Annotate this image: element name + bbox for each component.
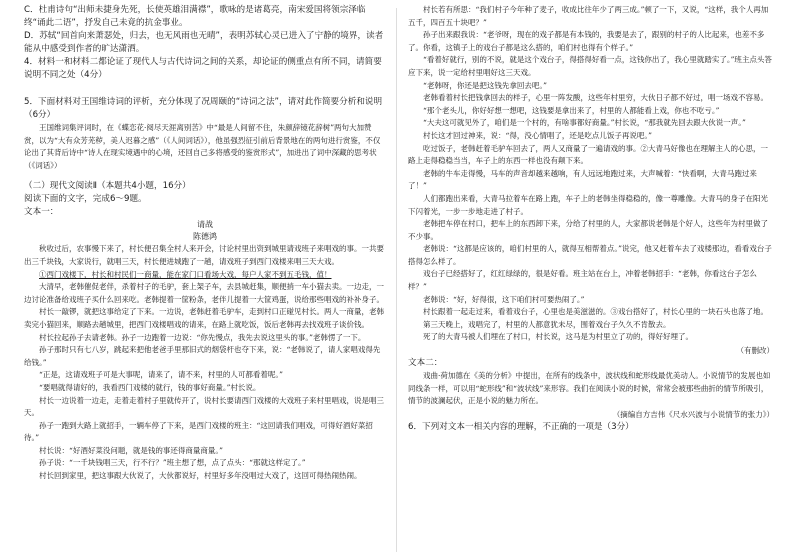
paragraph: 孙子出来跟我说：“老爷呀，现在的戏子都是有本钱的，我要是去了，跟别的村子的人比起来，也差不多了。你看，这镇子上的戏台子都是这么搭的，咱们村也得有个样子。” bbox=[408, 30, 765, 52]
paragraph: 戏台子已经搭好了，红红绿绿的，很是好看。班主站在台上，冲着老韩招手：“老韩，你看这台子怎么样？” bbox=[408, 269, 757, 292]
paragraph: 第三天晚上，戏唱完了，村里的人都意犹未尽，围着戏台子久久不肯散去。 bbox=[423, 319, 671, 329]
question-6: 6．下列对文本一相关内容的理解，不正确的一项是（3分） bbox=[408, 421, 634, 432]
paragraph: 老韩看着村长把钱拿回去的样子，心里一阵发酸，这些年村里穷，大伙日子都不好过，唱一场戏不容易。 bbox=[423, 93, 768, 103]
text2-source: （摘编自方吉伟《尺水兴波与小说情节的张力》） bbox=[612, 409, 774, 419]
paragraph: 村长一敲锣，就把这事给定了下来。一边说，老韩赶着毛驴车，走到村口正碰见村长。两人一商量，老韩卖完小猫回来，顺路去趟城里，把西门戏楼唱戏的请来，在路上就吃饭，饭后老韩再去找戏班子谈价钱。 bbox=[24, 307, 384, 329]
paragraph: 村长若有所思：“我们村子今年种了麦子，收成比往年少了两三成。”顿了一下，又说，“这样，我个人再加五千，四百五十块吧？” bbox=[408, 5, 769, 27]
left-column bbox=[24, 0, 386, 560]
paragraph: 老韩把车停在村口，把车上的东西卸下来，分给了村里的人，大家都说老韩是个好人，这些年为村里做了不少事。 bbox=[408, 219, 768, 241]
paragraph: 孙子说：“一千块钱唱三天，行不行？”班主想了想，点了点头：“那就这样定了。” bbox=[39, 458, 306, 468]
paragraph: “看着好就行，别的不说，就是这个戏台子，得搭得好看一点，这钱你出了，我心里就踏实了。”班主点头答应下来，说一定给村里唱好这三天戏。 bbox=[408, 55, 772, 77]
section-heading: （二）现代文阅读Ⅱ（本题共4小题，16分） bbox=[24, 181, 191, 192]
text2-body: 戏曲·荷加德在《美的分析》中提出，在所有的线条中，波状线和蛇形线最优美动人。小说情节的发展也如同线条一样，可以用“蛇形线”和“波状线”来形容。我们在阅读小说的时候，常常会被那些曲折的情节所吸引，情节的波澜起伏，正是小说的魅力所在。 bbox=[408, 371, 771, 406]
story-title: 请战 bbox=[197, 220, 213, 230]
paragraph: 村长拉起孙子去请老韩。孙子一边跑着一边说：“你先慢点，我先去说这里头的事。”老韩愣了一下。 bbox=[39, 332, 366, 342]
paragraph: 村长回到家里，把这事跟大伙说了，大伙都说好，村里好多年没唱过大戏了，这回可得热闹热闹。 bbox=[39, 471, 362, 481]
edit-note: （有删改） bbox=[736, 346, 774, 356]
paragraph: 秋收过后，农事慢下来了，村长便召集全村人来开会，讨论村里出资到城里请戏班子来唱戏的事。一共要出三千块钱，大家说行，就唱三天，村长便进城跑了一趟，请戏班子到西门戏楼来唱三天大戏。 bbox=[24, 244, 384, 266]
column-divider bbox=[396, 8, 397, 552]
paragraph: 村长跟着一起走过来，看着戏台子，心里也是美滋滋的。③戏台搭好了，村长心里的一块石头也落了地。 bbox=[423, 307, 768, 317]
paragraph: 村长这才回过神来，说：“得，没心情唱了，还是吃点儿饭子再说吧。” bbox=[423, 130, 652, 140]
option-d: D．苏轼“回首向来萧瑟处，归去，也无风雨也无晴”，表明苏轼心灵已进入了宁静的境界，读者能从中感受到作者的旷达潇洒。 bbox=[24, 31, 384, 54]
paragraph: 死了的大青马被人们埋在了村口，村长说，这马是为村里立了功的，得好好埋了。 bbox=[423, 332, 693, 342]
option-c: C．杜甫诗句“出师未捷身先死，长使英雄泪满襟”，歌咏的是诸葛亮，南宋爱国将领宗泽临终“诵此二语”，抒发自己未竟的抗金事业。 bbox=[24, 5, 366, 28]
paragraph: 老韩说：“好，好得很，这下咱们村可要热闹了。” bbox=[423, 294, 585, 304]
quote-block: 王国维词集评词时，在《蝶恋花·阅尽天涯离别苦》中“最是人间留不住，朱颜辞镜花辞树”两句大加赞赏，以为“大有众芳芜秽，美人迟暮之感”（《人间词话》），他虽强烈征引前后背景地在的两句进行赏鉴，不仅论出了其背后诗中“诗人在现实境遇中的心境，还回自己多将感受的鉴赏形式”，加进出了词中深藏的思考状（《词话》） bbox=[24, 123, 381, 170]
paragraph: 大清早，老韩催促老伴，杀着村子的毛驴，套上架子车，去县城赶集，顺便捎一车小猫去卖。一边走，一边讨论准备给戏班子买什么回来吃。老韩提着一筐粉条，老伴儿提着一大筐鸡蛋，说给那些唱戏的补补身子。 bbox=[24, 282, 384, 304]
paragraph: 村长说：“好酒好菜没问题，就是钱的事还得商量商量。” bbox=[39, 445, 223, 455]
paragraph: 人们都跑出来看，大青马拉着车在路上跑，车子上的老韩坐得稳稳的，像一尊雕像。大青马的身子在阳光下闪着光，一步一步地走进了村子。 bbox=[408, 193, 768, 216]
right-column bbox=[408, 0, 774, 560]
question-5: 5．下面材料对王国维诗词的评析，充分体现了况周颐的“诗词之法”，请对此作简要分析和说明（6分） bbox=[24, 97, 383, 120]
paragraph: “大夫这可就见外了，咱们是一个村的，有啥事都好商量。”村长说，“那我就先回去跟大伙说一声。” bbox=[423, 118, 746, 128]
paragraph: “老韩呀，你还是把这钱先拿回去吧。” bbox=[423, 80, 547, 90]
paragraph: “要唱就得请好的，我看西门戏楼的就行，钱的事好商量。”村长说。 bbox=[39, 382, 261, 392]
story-author: 陈德鸿 bbox=[193, 232, 217, 242]
paragraph: 孙子一跑到大路上就招手，一辆车停了下来，是西门戏楼的班主：“这回请我们唱戏，可得好酒好菜招待。” bbox=[24, 420, 373, 443]
text2-label: 文本二： bbox=[408, 358, 443, 369]
question-4: 4．材料一和材料二都论证了现代人与古代诗词之间的关系，却论证的侧重点有所不同，请简要说明不同之处（4分） bbox=[24, 57, 382, 80]
paragraph: “正是，这请戏班子可是大事呢，请来了，请不来，村里的人可都看着呢。” bbox=[39, 370, 283, 380]
text1-label: 文本一： bbox=[24, 207, 59, 218]
paragraph: ①西门戏楼下，村长和村民们一商量，能在家门口看场大戏，每户人家不到五毛钱，值！ bbox=[39, 269, 332, 279]
paragraph: 孙子那时只有七八岁，跳起来把他老爸手里那旧式的烟袋杆也夺下来，说：“老韩说了，请人家唱戏得先给钱。” bbox=[24, 345, 381, 367]
paragraph: 村长一边说着一边走，走着走着村子里就传开了，说村长要请西门戏楼的大戏班子来村里唱戏，说是唱三天。 bbox=[24, 395, 384, 418]
paragraph: 老韩的牛车走得慢，马车的声音却越来越响，有人远远地跑过来，大声喊着：“快看啊，大青马跑过来了！” bbox=[408, 168, 757, 191]
instruction: 阅读下面的文字，完成6～9题。 bbox=[24, 194, 147, 205]
paragraph: “那个老头儿，你好好想一想吧，这钱要是拿出来了，村里的人都能看上戏，你也不吃亏。” bbox=[423, 105, 720, 115]
paragraph: 老韩说：“这都是应该的，咱们村里的人，就得互相帮着点。”说完，他又赶着车去了戏楼那边，看看戏台子搭得怎么样了。 bbox=[408, 244, 772, 266]
paragraph: 吃过饭子，老韩赶着毛驴车回去了，两人又商量了一遍请戏的事。②大青马好像也在理解主人的心思，一路上走得稳稳当当，车子上的东西一样也没有颠下来。 bbox=[408, 143, 768, 166]
